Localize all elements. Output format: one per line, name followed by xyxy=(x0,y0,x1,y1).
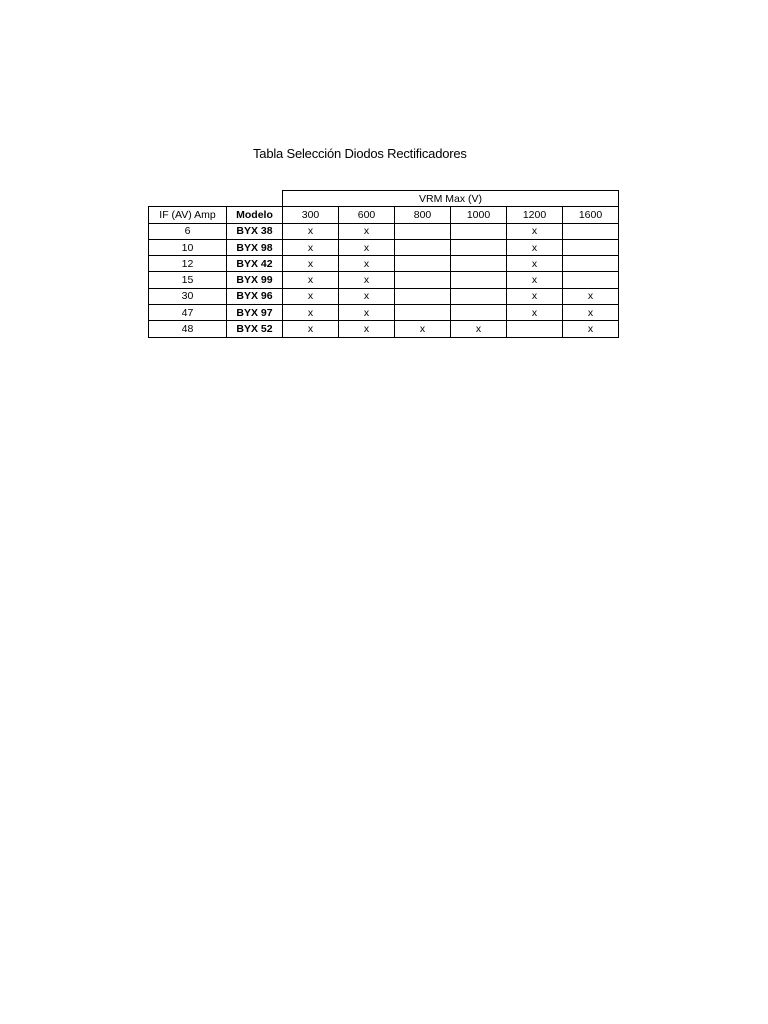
table-row xyxy=(149,256,619,272)
voltage-mark-cell: x xyxy=(283,272,339,288)
model-cell: BYX 98 xyxy=(227,239,283,255)
if-amp-cell: 6 xyxy=(149,223,227,239)
voltage-mark-cell xyxy=(451,223,507,239)
voltage-mark-cell: x xyxy=(339,239,395,255)
voltage-mark-cell: x xyxy=(339,305,395,321)
if-amp-cell: 12 xyxy=(149,256,227,272)
voltage-mark-cell xyxy=(563,256,619,272)
table-row xyxy=(149,223,619,239)
voltage-mark-cell: x xyxy=(507,288,563,304)
voltage-mark-cell: x xyxy=(507,256,563,272)
table-row xyxy=(149,305,619,321)
voltage-mark-cell: x xyxy=(283,288,339,304)
voltage-mark-cell: x xyxy=(283,239,339,255)
if-amp-cell: 48 xyxy=(149,321,227,337)
voltage-mark-cell: x xyxy=(339,272,395,288)
voltage-mark-cell: x xyxy=(507,223,563,239)
voltage-mark-cell: x xyxy=(563,305,619,321)
voltage-column-header: 800 xyxy=(395,207,451,223)
model-cell: BYX 52 xyxy=(227,321,283,337)
voltage-mark-cell xyxy=(395,272,451,288)
group-header-row xyxy=(149,191,619,207)
column-header-row xyxy=(149,207,619,223)
voltage-mark-cell: x xyxy=(507,239,563,255)
voltage-mark-cell: x xyxy=(507,272,563,288)
voltage-mark-cell xyxy=(395,239,451,255)
empty-cell xyxy=(149,191,227,207)
voltage-mark-cell xyxy=(451,272,507,288)
if-amp-cell: 15 xyxy=(149,272,227,288)
voltage-mark-cell xyxy=(451,288,507,304)
voltage-mark-cell xyxy=(451,256,507,272)
table-row xyxy=(149,239,619,255)
voltage-mark-cell xyxy=(507,321,563,337)
empty-cell xyxy=(227,191,283,207)
voltage-mark-cell: x xyxy=(339,223,395,239)
table-row xyxy=(149,321,619,337)
voltage-column-header: 600 xyxy=(339,207,395,223)
voltage-mark-cell: x xyxy=(283,321,339,337)
vrm-group-header: VRM Max (V) xyxy=(283,191,619,207)
table-row xyxy=(149,288,619,304)
voltage-mark-cell: x xyxy=(339,288,395,304)
voltage-mark-cell xyxy=(451,239,507,255)
voltage-mark-cell: x xyxy=(395,321,451,337)
voltage-mark-cell xyxy=(395,288,451,304)
if-amp-cell: 30 xyxy=(149,288,227,304)
voltage-mark-cell: x xyxy=(563,288,619,304)
voltage-mark-cell xyxy=(395,256,451,272)
voltage-mark-cell: x xyxy=(563,321,619,337)
model-cell: BYX 42 xyxy=(227,256,283,272)
voltage-mark-cell xyxy=(451,305,507,321)
model-cell: BYX 97 xyxy=(227,305,283,321)
voltage-mark-cell: x xyxy=(339,256,395,272)
model-cell: BYX 96 xyxy=(227,288,283,304)
if-column-header: IF (AV) Amp xyxy=(149,207,227,223)
voltage-mark-cell: x xyxy=(283,256,339,272)
voltage-mark-cell: x xyxy=(339,321,395,337)
voltage-column-header: 1600 xyxy=(563,207,619,223)
voltage-mark-cell xyxy=(395,223,451,239)
voltage-mark-cell xyxy=(563,272,619,288)
voltage-column-header: 1200 xyxy=(507,207,563,223)
voltage-mark-cell: x xyxy=(507,305,563,321)
voltage-mark-cell: x xyxy=(283,305,339,321)
diode-selection-table xyxy=(148,190,619,338)
voltage-mark-cell xyxy=(563,239,619,255)
voltage-mark-cell xyxy=(563,223,619,239)
voltage-mark-cell: x xyxy=(283,223,339,239)
voltage-column-header: 1000 xyxy=(451,207,507,223)
voltage-mark-cell xyxy=(395,305,451,321)
if-amp-cell: 10 xyxy=(149,239,227,255)
if-amp-cell: 47 xyxy=(149,305,227,321)
model-cell: BYX 38 xyxy=(227,223,283,239)
document-title: Tabla Selección Diodos Rectificadores xyxy=(253,146,467,161)
voltage-column-header: 300 xyxy=(283,207,339,223)
voltage-mark-cell: x xyxy=(451,321,507,337)
model-column-header: Modelo xyxy=(227,207,283,223)
model-cell: BYX 99 xyxy=(227,272,283,288)
table-row xyxy=(149,272,619,288)
